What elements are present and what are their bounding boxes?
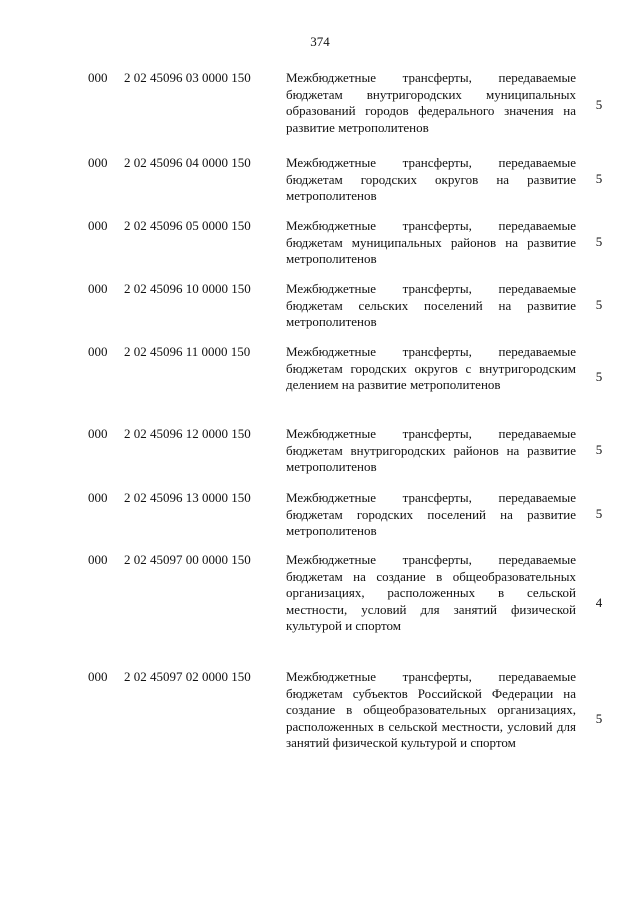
page-number: 374	[310, 34, 330, 49]
admin-code: 000	[88, 552, 108, 567]
value: 5	[595, 297, 603, 312]
table-row	[0, 552, 640, 669]
budget-code: 2 02 45097 00 0000 150	[124, 552, 251, 567]
description: Межбюджетные трансферты, передаваемые бюджетам субъектов Российской Федерации на создание в общеобразовательных организациях, расположенных в сельской местности, условий для занятий физической культурой и спортом	[286, 669, 576, 750]
description: Межбюджетные трансферты, передаваемые бюджетам городских округов на развитие метрополитенов	[286, 155, 576, 203]
table-row	[0, 218, 640, 281]
budget-code: 2 02 45096 03 0000 150	[124, 70, 251, 85]
value: 5	[595, 442, 603, 457]
table-row	[0, 70, 640, 155]
admin-code: 000	[88, 155, 108, 170]
description: Межбюджетные трансферты, передаваемые бюджетам городских поселений на развитие метрополитенов	[286, 490, 576, 538]
budget-code: 2 02 45096 13 0000 150	[124, 490, 251, 505]
table-row	[0, 490, 640, 552]
table-row	[0, 669, 640, 779]
budget-code: 2 02 45096 12 0000 150	[124, 426, 251, 441]
budget-code: 2 02 45096 10 0000 150	[124, 281, 251, 296]
budget-code: 2 02 45097 02 0000 150	[124, 669, 251, 684]
value: 5	[595, 234, 603, 249]
description: Межбюджетные трансферты, передаваемые бюджетам внутригородских районов на развитие метрополитенов	[286, 426, 576, 474]
value: 4	[595, 595, 603, 610]
budget-code: 2 02 45096 11 0000 150	[124, 344, 251, 359]
budget-code: 2 02 45096 05 0000 150	[124, 218, 251, 233]
table-row	[0, 344, 640, 426]
description: Межбюджетные трансферты, передаваемые бюджетам муниципальных районов на развитие метрополитенов	[286, 218, 576, 266]
value: 5	[595, 171, 603, 186]
value: 5	[595, 369, 603, 384]
description: Межбюджетные трансферты, передаваемые бюджетам внутригородских муниципальных образований городов федерального значения на развитие метрополитенов	[286, 70, 576, 135]
admin-code: 000	[88, 281, 108, 296]
admin-code: 000	[88, 426, 108, 441]
value: 5	[595, 506, 603, 521]
admin-code: 000	[88, 344, 108, 359]
description: Межбюджетные трансферты, передаваемые бюджетам сельских поселений на развитие метрополитенов	[286, 281, 576, 329]
admin-code: 000	[88, 70, 108, 85]
table-row	[0, 426, 640, 490]
budget-code: 2 02 45096 04 0000 150	[124, 155, 251, 170]
admin-code: 000	[88, 669, 108, 684]
admin-code: 000	[88, 218, 108, 233]
admin-code: 000	[88, 490, 108, 505]
value: 5	[595, 711, 603, 726]
value: 5	[595, 97, 603, 112]
table-row	[0, 155, 640, 218]
description: Межбюджетные трансферты, передаваемые бюджетам городских округов с внутригородским делением на развитие метрополитенов	[286, 344, 576, 392]
description: Межбюджетные трансферты, передаваемые бюджетам на создание в общеобразовательных организациях, расположенных в сельской местности, условий для занятий физической культурой и спортом	[286, 552, 576, 633]
codes-table	[0, 70, 640, 779]
table-row	[0, 281, 640, 344]
